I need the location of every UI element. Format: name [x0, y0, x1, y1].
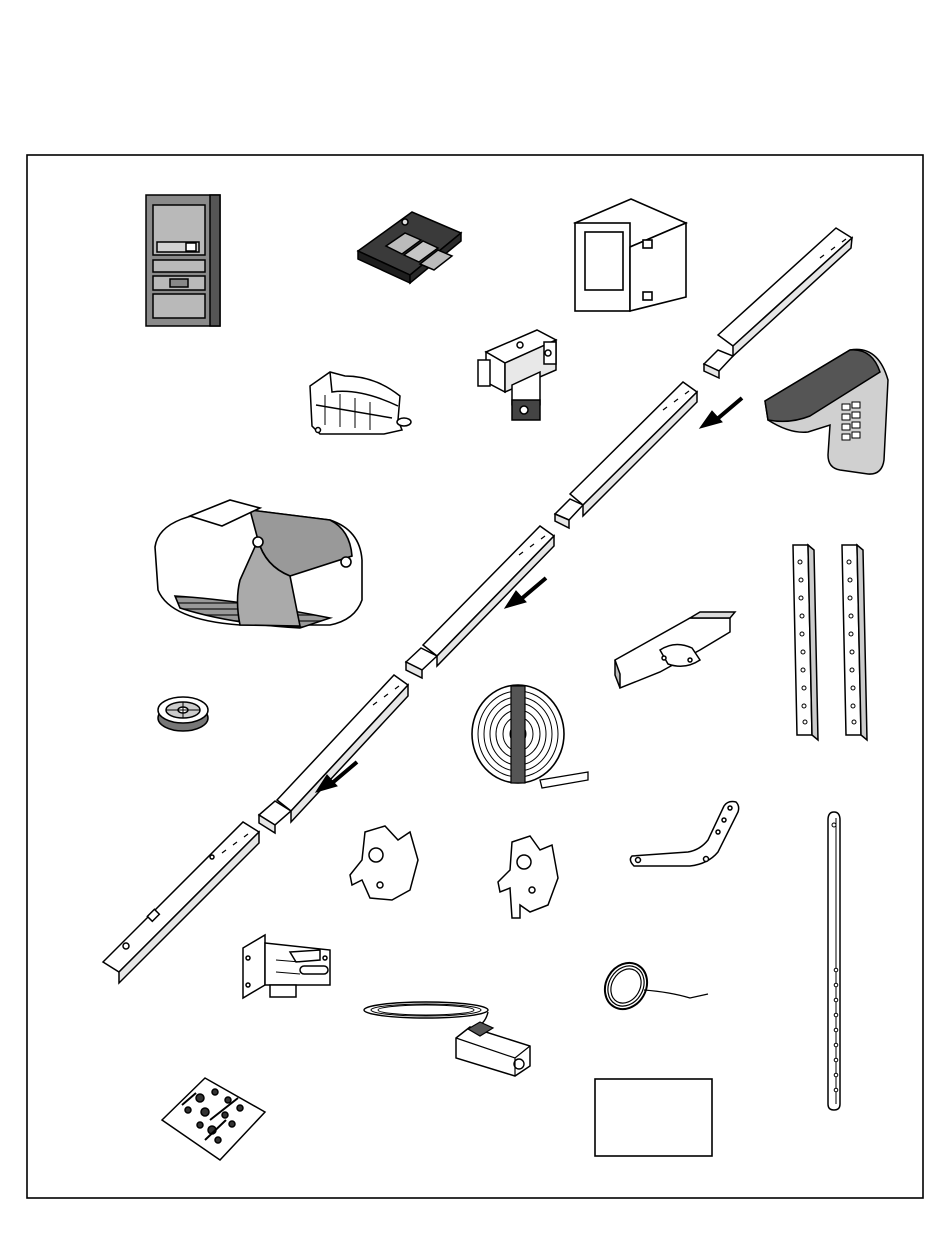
pulley-icon	[158, 697, 208, 731]
hardware-bag-icon	[162, 1078, 265, 1160]
straight-arm-icon	[828, 812, 840, 1110]
power-cord-icon	[364, 1002, 530, 1076]
door-bracket-icon	[243, 935, 330, 998]
opener-icon	[155, 500, 362, 628]
empty-box-icon	[595, 1079, 712, 1156]
sensor-bracket-icon	[350, 826, 558, 918]
header-bracket-icon	[615, 612, 735, 688]
cover-icon	[310, 372, 411, 434]
trolley-icon	[478, 330, 556, 420]
bracket-icon	[793, 545, 867, 740]
remote-control-icon	[358, 212, 461, 283]
wall-control-icon	[146, 195, 220, 326]
box-icon	[575, 199, 686, 311]
belt-coil-icon	[472, 685, 588, 788]
curved-arm-icon	[630, 802, 738, 867]
arrow-icon	[316, 398, 742, 792]
keypad-icon	[765, 349, 888, 474]
wire-coil-icon	[597, 955, 708, 1017]
